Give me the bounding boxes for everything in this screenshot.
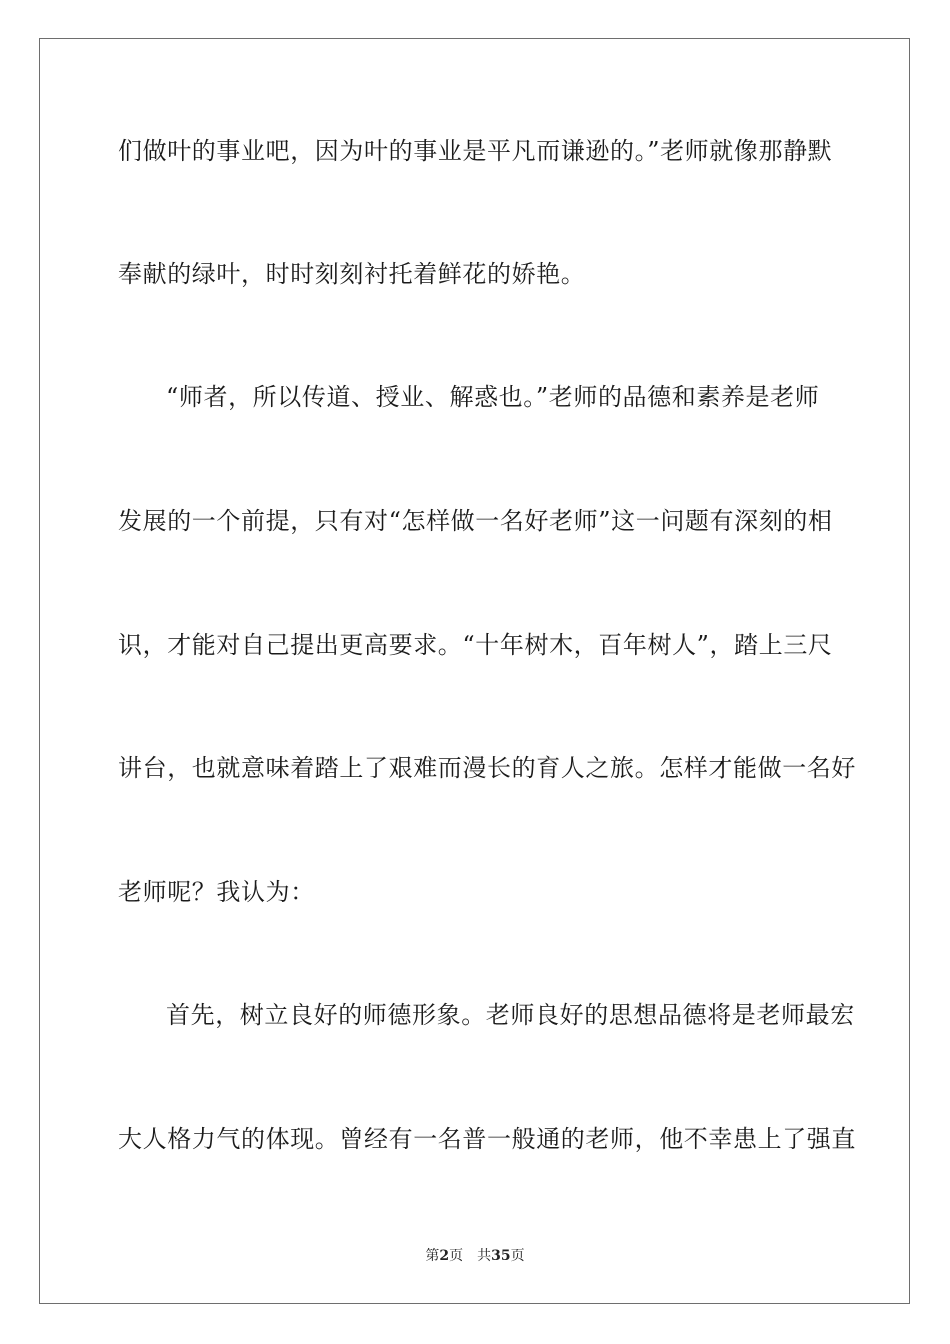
paragraph-line-5: 识，才能对自己提出更高要求。“十年树木，百年树人”，踏上三尺 xyxy=(118,631,833,659)
total-prefix: 共 xyxy=(477,1248,492,1264)
total-suffix: 页 xyxy=(510,1248,525,1264)
paragraph-line-2: 奉献的绿叶，时时刻刻衬托着鲜花的娇艳。 xyxy=(118,260,586,288)
paragraph-line-3: “师者，所以传道、授业、解惑也。”老师的品德和素养是老师 xyxy=(166,383,820,411)
page-prefix: 第 xyxy=(425,1248,440,1264)
paragraph-line-7: 老师呢？我认为： xyxy=(118,878,315,906)
paragraph-line-1: 们做叶的事业吧，因为叶的事业是平凡而谦逊的。”老师就像那静默 xyxy=(118,137,833,165)
paragraph-line-8: 首先，树立良好的师德形象。老师良好的思想品德将是老师最宏 xyxy=(166,1001,855,1029)
paragraph-line-6: 讲台，也就意味着踏上了艰难而漫长的育人之旅。怎样才能做一名好 xyxy=(118,754,856,782)
page-footer xyxy=(0,1247,950,1265)
page-suffix: 页 xyxy=(449,1248,464,1264)
paragraph-line-9: 大人格力气的体现。曾经有一名普一般通的老师，他不幸患上了强直 xyxy=(118,1125,856,1153)
page-number: 2 xyxy=(439,1248,450,1264)
total-pages: 35 xyxy=(491,1248,511,1264)
paragraph-line-4: 发展的一个前提，只有对“怎样做一名好老师”这一问题有深刻的相 xyxy=(118,507,833,535)
page-border xyxy=(39,38,910,1304)
